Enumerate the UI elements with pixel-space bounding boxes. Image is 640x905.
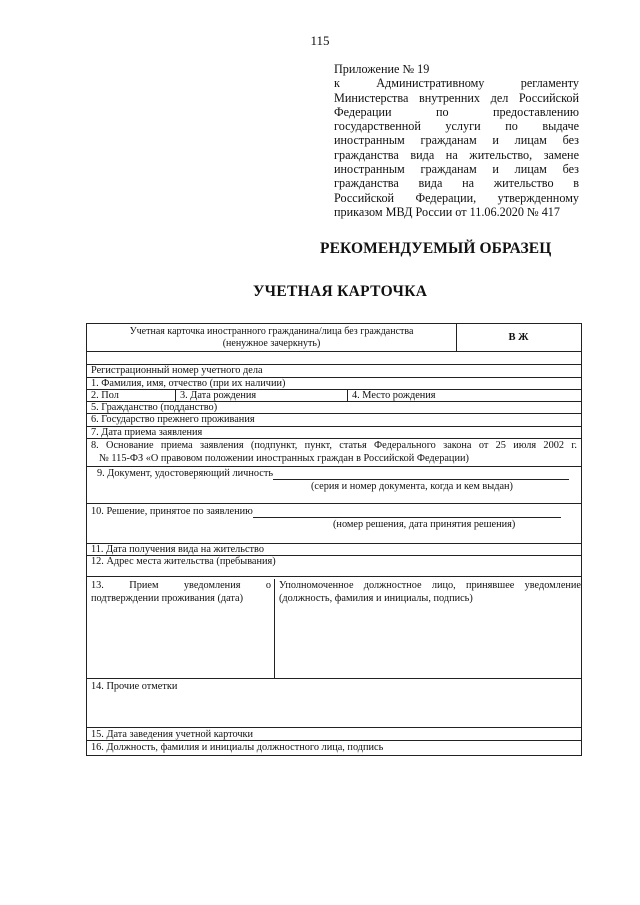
field-15-row: [87, 728, 581, 741]
field-3-label: 3. Дата рождения: [175, 390, 347, 401]
field-6-row: [87, 414, 581, 427]
field-1-row: [87, 378, 581, 390]
annex-line: Министерства внутренних дел Российской: [334, 90, 579, 105]
field-10-row: [87, 504, 581, 544]
spacer-row: [87, 352, 581, 365]
field-10-hint: (номер решения, дата принятия решения): [333, 519, 516, 530]
card-header-code: В Ж: [508, 332, 529, 343]
field-9-label: 9. Документ, удостоверяющий личность: [97, 468, 274, 479]
field-13-officer-line2: (должность, фамилия и инициалы, подпись): [279, 593, 473, 604]
annex-line: государственной услуги по выдаче: [334, 119, 579, 134]
field-7-row: [87, 427, 581, 439]
annex-line: Приложение № 19: [334, 62, 430, 76]
field-8-label-line2: № 115-ФЗ «О правовом положении иностранных граждан в Российской Федерации): [99, 453, 469, 464]
annex-block: [334, 62, 579, 219]
field-12-label: 12. Адрес места жительства (пребывания): [91, 556, 276, 567]
annex-line: гражданства вида на жительство, замене: [334, 147, 579, 162]
annex-line: гражданства вида на жительство в: [334, 176, 579, 191]
card-header: [87, 324, 456, 351]
field-12-row: [87, 556, 581, 577]
field-13-officer-line1: Уполномоченное должностное лицо, принявшее уведомление: [279, 580, 581, 591]
field-2-label: 2. Пол: [91, 390, 119, 401]
field-13-label-line1: 13. Прием уведомления о: [91, 580, 271, 591]
field-5-row: [87, 402, 581, 414]
annex-line: иностранным гражданам и лицам без: [334, 162, 579, 177]
field-9-row: [87, 467, 581, 504]
card-title: УЧЕТНАЯ КАРТОЧКА: [253, 283, 428, 300]
field-11-row: [87, 544, 581, 556]
annex-line: к Административному регламенту: [334, 76, 579, 91]
annex-line: иностранным гражданам и лицам без: [334, 133, 579, 148]
field-2-4-row: [87, 390, 581, 402]
field-13-officer: [274, 579, 581, 678]
field-7-label: 7. Дата приема заявления: [91, 427, 203, 438]
field-13-label-line2: подтверждении проживания (дата): [91, 593, 244, 604]
field-9-hint: (серия и номер документа, когда и кем выдан): [311, 481, 513, 492]
annex-line: Российской Федерации, утвержденному: [334, 190, 579, 205]
field-15-label: 15. Дата заведения учетной карточки: [91, 729, 254, 740]
field-11-label: 11. Дата получения вида на жительство: [91, 544, 265, 555]
field-9-underline: [273, 469, 569, 480]
annex-line: приказом МВД России от 11.06.2020 № 417: [334, 204, 560, 219]
field-16-row: [87, 741, 581, 755]
field-8-row: [87, 439, 581, 467]
field-5-label: 5. Гражданство (подданство): [91, 402, 218, 413]
field-1-label: 1. Фамилия, имя, отчество (при их наличии): [91, 378, 286, 389]
card-header-note: (ненужное зачеркнуть): [222, 338, 321, 349]
field-6-label: 6. Государство прежнего проживания: [91, 414, 255, 425]
reg-number-row: [87, 365, 581, 378]
page-number: 115: [310, 33, 330, 48]
field-13-row: [87, 577, 581, 679]
card-header-title: Учетная карточка иностранного гражданина/лица без гражданства: [129, 326, 414, 337]
reg-number-label: Регистрационный номер учетного дела: [91, 365, 263, 376]
registration-card-form: [86, 323, 582, 756]
field-4-label: 4. Место рождения: [347, 390, 581, 401]
field-10-underline: [253, 507, 561, 518]
field-13-label: [87, 579, 271, 678]
field-16-label: 16. Должность, фамилия и инициалы должностного лица, подпись: [91, 742, 384, 753]
field-8-label-line1: 8. Основание приема заявления (подпункт, пункт, статья Федерального закона от 25 июля 2002 г.: [91, 440, 577, 451]
sample-title: РЕКОМЕНДУЕМЫЙ ОБРАЗЕЦ: [320, 240, 552, 257]
annex-line: Федерации по предоставлению: [334, 104, 579, 119]
field-14-label: 14. Прочие отметки: [91, 681, 178, 692]
field-10-label: 10. Решение, принятое по заявлению: [91, 506, 253, 517]
field-14-row: [87, 679, 581, 728]
